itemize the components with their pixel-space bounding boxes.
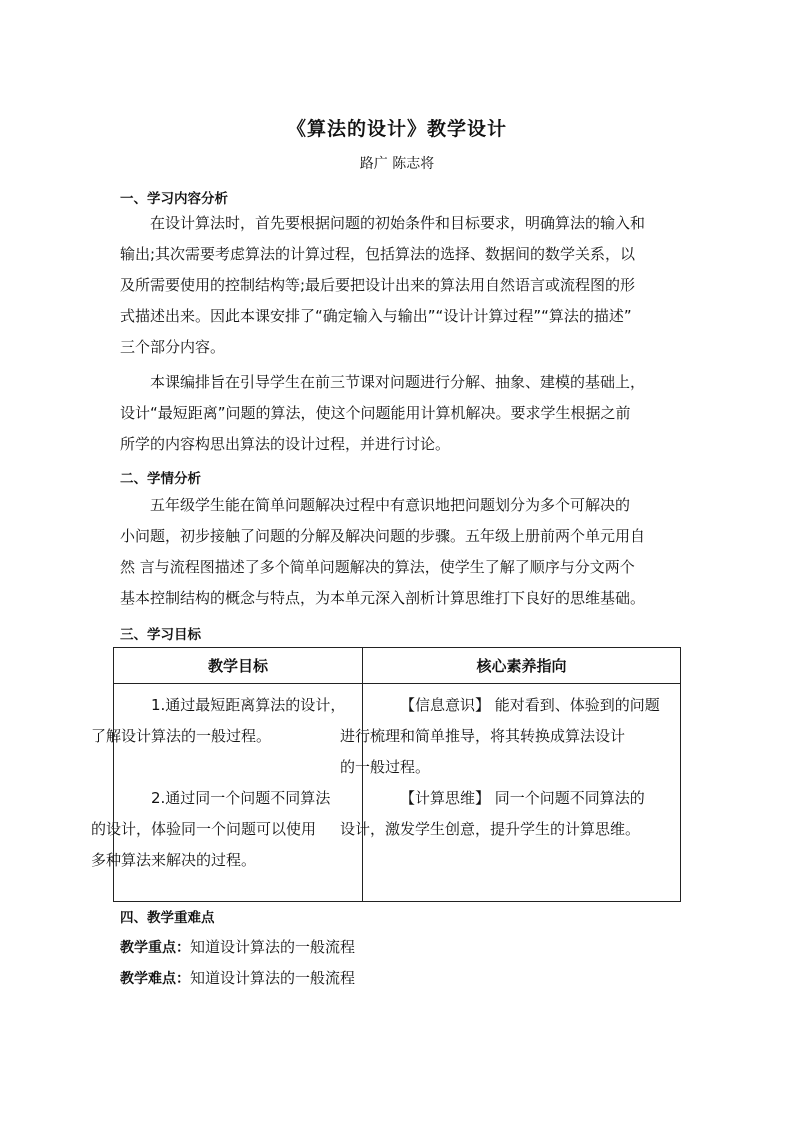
teaching-key-point	[120, 936, 355, 957]
text-line: 本课编排旨在引导学生在前三节课对问题进行分解、抽象、建模的基础上，	[150, 373, 646, 391]
difficulty-label: 教学难点：	[120, 971, 190, 987]
text-line: 三个部分内容。	[120, 338, 226, 356]
literacy-item-information-awareness	[340, 690, 673, 783]
text-line: 式描述出来。因此本课安排了“确定输入与输出”“设计计算过程”“算法的描述”	[120, 307, 632, 325]
document-title: 《算法的设计》教学设计	[286, 118, 507, 140]
text-line: 2.通过同一个问题不同算法	[151, 789, 331, 807]
text-line: 在设计算法时，首先要根据问题的初始条件和目标要求，明确算法的输入和	[150, 214, 646, 232]
text-line: 所学的内容构思出算法的设计过程，并进行讨论。	[120, 435, 451, 453]
content-analysis-paragraph-1	[120, 208, 680, 363]
text-line: 然 言与流程图描述了多个简单问题解决的算法，使学生了解了顺序与分文两个	[120, 558, 635, 576]
text-line: 五年级学生能在简单问题解决过程中有意识地把问题划分为多个可解决的	[150, 496, 631, 514]
text-line: 多种算法来解决的过程。	[91, 851, 257, 869]
text-line: 设计，激发学生创意，提升学生的计算思维。	[340, 820, 641, 838]
learning-goals-table	[91, 647, 681, 902]
key-point-text: 知道设计算法的一般流程	[190, 938, 356, 956]
text-line: 了解设计算法的一般过程。	[91, 727, 272, 745]
table-row	[114, 684, 681, 902]
goal-1	[91, 690, 355, 752]
text-line: 的一般过程。	[340, 758, 431, 776]
text-line: 基本控制结构的概念与特点，为本单元深入剖析计算思维打下良好的思维基础。	[120, 589, 646, 607]
section-heading-learning-goals: 三、学习目标	[120, 627, 201, 643]
authors: 路广 陈志将	[359, 156, 435, 172]
text-line: 小问题，初步接触了问题的分解及解决问题的步骤。五年级上册前两个单元用自	[120, 527, 646, 545]
text-line: 【信息意识】 能对看到、体验到的问题	[400, 696, 660, 714]
column-header-teaching-goals: 教学目标	[114, 648, 363, 684]
content-analysis-paragraph-2	[120, 367, 680, 460]
teaching-goals-cell	[91, 684, 363, 902]
text-line: 输出;其次需要考虑算法的计算过程，包括算法的选择、数据间的数学关系，以	[120, 245, 636, 263]
text-line: 的设计，体验同一个问题可以使用	[91, 820, 317, 838]
section-heading-key-difficulties: 四、教学重难点	[120, 910, 215, 926]
text-line: 设计“最短距离”问题的算法，使这个问题能用计算机解决。要求学生根据之前	[120, 404, 631, 422]
table-header-row	[114, 648, 681, 684]
key-point-label: 教学重点：	[120, 940, 190, 956]
teaching-difficulty	[120, 967, 355, 988]
column-header-core-literacy: 核心素养指向	[363, 648, 681, 684]
difficulty-text: 知道设计算法的一般流程	[190, 969, 356, 987]
goal-2	[91, 783, 355, 876]
learner-analysis-paragraph	[120, 490, 680, 614]
section-heading-learner-analysis: 二、学情分析	[120, 471, 201, 487]
text-line: 及所需要使用的控制结构等;最后要把设计出来的算法用自然语言或流程图的形	[120, 276, 636, 294]
text-line: 进行梳理和简单推导，将其转换成算法设计	[340, 727, 626, 745]
text-line: 1.通过最短距离算法的设计，	[151, 696, 346, 714]
text-line: 【计算思维】 同一个问题不同算法的	[400, 789, 645, 807]
literacy-item-computational-thinking	[340, 783, 673, 845]
core-literacy-cell	[340, 684, 681, 902]
section-heading-content-analysis: 一、学习内容分析	[120, 191, 228, 207]
